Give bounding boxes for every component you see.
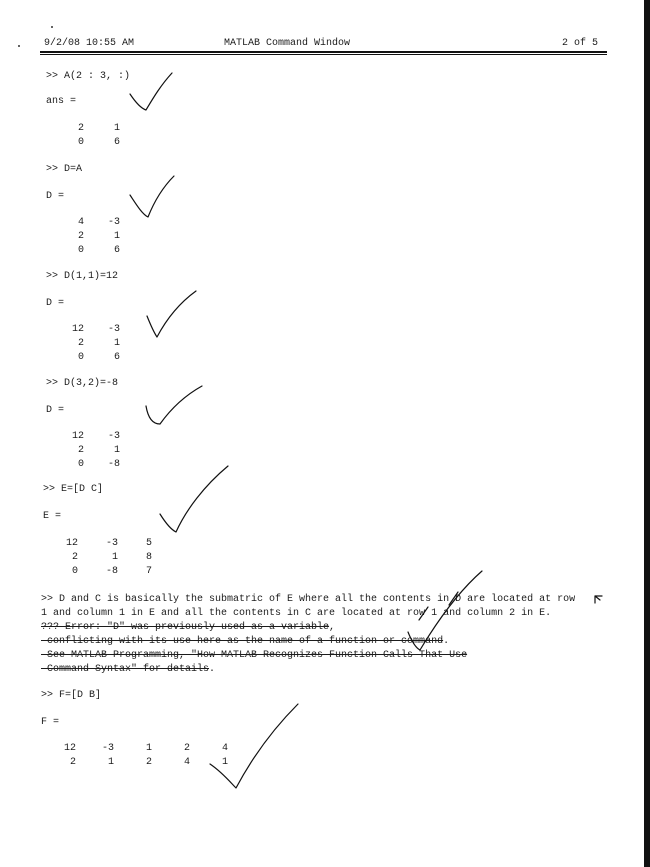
matrix-cell: 2 [77,338,84,349]
header-rule [40,51,607,53]
matrix-cell: 12 [65,538,78,549]
command-line: >> E=[D C] [43,484,104,495]
error-punct: . [209,664,216,675]
matrix-cell: 1 [113,231,120,242]
command-line: >> D(1,1)=12 [46,271,119,282]
output-label: D = [46,298,65,309]
matrix-cell: 0 [77,245,84,256]
matrix-cell: 0 [77,137,84,148]
matrix-cell: 1 [221,757,228,768]
checkmark [160,466,228,532]
matrix-cell: 12 [71,324,84,335]
matrix-cell: -3 [107,217,120,228]
header-title: MATLAB Command Window [224,38,351,49]
output-label: ans = [46,96,77,107]
matrix-cell: 2 [69,757,76,768]
matrix-cell: 1 [145,743,152,754]
matrix-cell: 6 [113,137,120,148]
matrix-cell: 2 [145,757,152,768]
error-punct: . [443,636,450,647]
output-label: F = [41,717,60,728]
header-rule [40,54,607,55]
checkmark [146,386,202,424]
output-label: E = [43,511,62,522]
matrix-cell: 6 [113,352,120,363]
matrix-cell: -3 [107,431,120,442]
page-header [44,38,604,52]
matrix-cell: 1 [113,123,120,134]
matrix-cell: 1 [113,338,120,349]
matrix-cell: 2 [183,743,190,754]
matrix-cell: 12 [71,431,84,442]
matrix-cell: 6 [113,245,120,256]
matrix-cell: 8 [145,552,152,563]
matrix-cell: -8 [107,459,120,470]
matrix-cell: 0 [71,566,78,577]
header-datetime: 9/2/08 10:55 AM [44,38,135,49]
matrix-cell: 7 [145,566,152,577]
command-line: >> D(3,2)=-8 [46,378,119,389]
error-punct: , [329,622,336,633]
error-line [41,664,215,676]
scan-speck [51,26,53,28]
struck-text: Command Syntax" for details [41,664,210,675]
output-label: D = [46,405,65,416]
matrix-cell: 2 [77,231,84,242]
matrix-cell: -3 [105,538,118,549]
matrix-cell: 2 [77,123,84,134]
matrix-cell: -8 [105,566,118,577]
matrix-cell: 1 [107,757,114,768]
checkmark [130,176,174,217]
struck-text: ??? Error: "D" was previously used as a variable [41,622,330,633]
error-line [41,650,467,662]
arrow-mark [595,596,602,603]
matrix-cell: 2 [77,445,84,456]
matrix-cell: -3 [107,324,120,335]
matrix-cell: 4 [77,217,84,228]
command-line: >> D=A [46,164,83,175]
error-line [41,622,335,634]
scan-speck [18,45,20,47]
struck-text: conflicting with its use here as the name of a function or command [41,636,444,647]
struck-text: See MATLAB Programming, "How MATLAB Recognizes Function Calls That Use [41,650,468,661]
matrix-cell: 0 [77,352,84,363]
matrix-cell: -3 [101,743,114,754]
matrix-cell: 12 [63,743,76,754]
command-line: >> A(2 : 3, :) [46,71,131,82]
output-label: D = [46,191,65,202]
scan-edge [644,0,650,867]
matrix-cell: 4 [183,757,190,768]
command-line: >> F=[D B] [41,690,102,701]
explanation-line: >> D and C is basically the submatric of E where all the contents in D are located at row [41,594,576,605]
checkmark [130,73,172,110]
header-page-number: 2 of 5 [562,38,599,49]
matrix-cell: 5 [145,538,152,549]
matrix-cell: 0 [77,459,84,470]
checkmark [147,291,196,337]
matrix-cell: 1 [113,445,120,456]
explanation-line: 1 and column 1 in E and all the contents in C are located at row 1 and column 2 in E. [41,608,552,619]
matrix-cell: 4 [221,743,228,754]
matrix-cell: 2 [71,552,78,563]
matrix-cell: 1 [111,552,118,563]
error-line [41,636,449,648]
